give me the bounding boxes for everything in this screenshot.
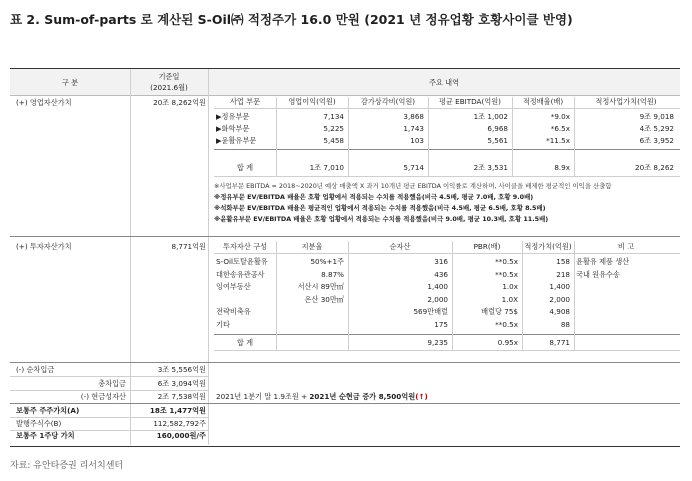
inv-col-divider: [522, 241, 523, 350]
inv-subheader: 순자산: [389, 242, 411, 251]
inv-row-cell: 88: [560, 320, 570, 329]
inv-row-note: 윤활유 제품 생산: [576, 257, 630, 266]
op-row-cell: 103: [410, 136, 424, 145]
inv-row-cell: **0.5x: [495, 320, 518, 329]
inv-row-cell: 8.87%: [321, 269, 344, 279]
debt-note-bold: 2021년 순현금 증가 8,500억원: [309, 392, 416, 401]
inv-row-cell: 1,400: [427, 282, 448, 292]
inv-row-cell: 50%+1주: [310, 257, 344, 266]
col-divider-2: [208, 69, 209, 445]
operating-note-2: ※정유부문 EV/EBITDA 배율은 호황 업황에서 적용되는 수치를 적용했음(비극 4.5배, 평균 7.0배, 호황 9.0배): [214, 193, 534, 201]
op-total-line-bottom: [214, 176, 680, 177]
section-divider-debt: [10, 362, 680, 363]
inv-row-cell: 2,000: [549, 294, 570, 304]
debt-row-line-1: [10, 376, 208, 377]
cash-value: 2조 7,538억원: [157, 392, 206, 401]
op-subheader: 감가상각비(억원): [360, 97, 416, 106]
debt-note-plain: 2021년 1분기 말 1.9조원 +: [216, 392, 310, 401]
inv-row-name: S-Oil토탈윤활유: [216, 257, 268, 266]
inv-row-note: 국내 원유수송: [576, 269, 620, 279]
op-subheader: 평균 EBITDA(억원): [439, 97, 501, 106]
op-row-name: ▶화학부문: [216, 124, 250, 133]
op-row-cell: *11.5x: [546, 136, 570, 145]
op-total-line-top: [214, 149, 680, 150]
op-col-divider: [276, 97, 277, 176]
op-total-name: 합 계: [236, 163, 254, 172]
inv-col-divider: [452, 241, 453, 350]
gross-debt-label: 총차입금: [98, 379, 126, 388]
op-total-cell: 1조 7,010: [309, 163, 344, 172]
section-divider-summary: [10, 403, 680, 404]
header-date-line2: (2021.6월): [150, 83, 188, 92]
op-total-cell: 20조 8,262: [635, 163, 674, 172]
net-debt-label: (-) 순차입금: [16, 365, 55, 374]
inv-subheader: 비 고: [617, 242, 635, 251]
op-row-cell: *9.0x: [550, 112, 570, 121]
inv-subheader-line: [214, 253, 680, 254]
op-subheader: 영업이익(억원): [288, 97, 336, 106]
inv-row-cell: 2,000: [427, 294, 448, 304]
op-row-cell: 5,561: [487, 136, 508, 145]
table-title: 표 2. Sum-of-parts 로 계산된 S-Oil㈜ 적정주가 16.0 만원 (2021 년 정유업황 호황사이클 반영): [10, 12, 573, 27]
investment-label: (+) 투자자산가치: [16, 242, 72, 251]
debt-note: [216, 392, 428, 401]
net-debt-value: 3조 5,556억원: [157, 365, 206, 374]
inv-row-cell: 316: [434, 257, 448, 266]
inv-subheader: PBR(배): [473, 242, 501, 251]
inv-row-name: 대한송유관공사: [216, 269, 265, 279]
inv-row-cell: 436: [434, 269, 448, 279]
inv-subheader: 투자자산 구성: [223, 242, 267, 251]
op-row-cell: 5,225: [323, 124, 344, 133]
op-row-cell: 4조 5,292: [639, 124, 674, 133]
op-total-cell: 8.9x: [554, 163, 570, 172]
summary-label: 보통주 주주가치(A): [16, 406, 80, 415]
section-divider-investment: [10, 236, 680, 237]
inv-col-divider: [276, 241, 277, 350]
gross-debt-value: 6조 3,094억원: [157, 379, 206, 388]
op-row-name: ▶윤활유부문: [216, 136, 257, 145]
op-subheader: 적정배율(배): [522, 97, 564, 106]
summary-label: 보통주 1주당 가치: [16, 431, 75, 440]
inv-row-cell: 218: [556, 269, 570, 279]
debt-row-line-2: [10, 390, 208, 391]
op-row-cell: 5,458: [323, 136, 344, 145]
operating-label: (+) 영업자산가치: [16, 98, 72, 107]
inv-row-name: 잉여부동산: [216, 282, 251, 292]
op-row-cell: 1조 1,002: [473, 112, 508, 121]
inv-total-net: 9,235: [427, 338, 448, 347]
inv-row-cell: 온산 30만㎡: [304, 294, 344, 304]
operating-note-4: ※윤활유부문 EV/EBITDA 배율은 호황 업황에서 적용되는 수치를 적용했음(비극 9.0배, 평균 10.3배, 호황 11.5배): [214, 215, 549, 223]
op-col-divider: [512, 97, 513, 176]
col-divider-1: [130, 69, 131, 445]
inv-row-cell: 1,400: [549, 282, 570, 292]
inv-total-line-top: [214, 334, 680, 335]
inv-subheader: 적정가치(억원): [524, 242, 572, 251]
inv-col-divider: [348, 241, 349, 350]
inv-total-val: 8,771: [549, 338, 570, 347]
op-col-divider: [428, 97, 429, 176]
op-subheader: 적정사업가치(억원): [595, 97, 657, 106]
operating-value: 20조 8,262억원: [153, 98, 206, 107]
debt-note-up: (↑): [415, 392, 428, 401]
op-subheader: 사업 부문: [229, 97, 261, 106]
header-main-details: 주요 내역: [428, 78, 460, 87]
op-subheader-line: [214, 108, 680, 109]
op-row-cell: 6,968: [487, 124, 508, 133]
inv-row-cell: 1.0X: [501, 294, 518, 304]
cash-label: (-) 현금성자산: [80, 392, 126, 401]
op-row-cell: 9조 9,018: [639, 112, 674, 121]
header-date-line1: 기준일: [158, 72, 180, 81]
inv-total-name: 합 계: [236, 338, 254, 347]
summary-label: 발행주식수(B): [16, 418, 62, 428]
inv-row-cell: **0.5x: [495, 257, 518, 266]
inv-row-cell: **0.5x: [495, 269, 518, 279]
inv-total-pbr: 0.95x: [497, 338, 518, 347]
inv-total-line-bottom: [214, 350, 680, 351]
inv-row-cell: 158: [556, 257, 570, 266]
inv-row-cell: 배럴당 75$: [481, 307, 518, 317]
inv-col-divider: [574, 241, 575, 350]
op-row-cell: 3,868: [403, 112, 424, 121]
op-total-cell: 2조 3,531: [473, 163, 508, 172]
inv-row-cell: 4,908: [549, 307, 570, 317]
inv-row-cell: 서산시 89만㎡: [297, 282, 344, 292]
operating-note-1: ※사업부문 EBITDA = 2018~2020년 예상 매출액 X 과거 10개년 평균 EBITDA 이익률로 계산하며, 사이클을 배제한 평균적인 이익을 산출함: [214, 182, 612, 190]
inv-subheader: 지분율: [301, 242, 323, 251]
inv-row-cell: 569만배럴: [413, 307, 448, 317]
operating-note-3: ※석화부문 EV/EBITDA 배율은 평균적인 업황에서 적용되는 수치를 적용했음(비극 4.5배, 평균 6.5배, 호황 8.5배): [214, 204, 546, 212]
source-note: 자료: 유안타증권 리서치센터: [10, 461, 124, 471]
summary-value: 18조 1,477억원: [149, 406, 206, 415]
op-total-cell: 5,714: [403, 163, 424, 172]
investment-value: 8,771억원: [171, 242, 206, 251]
header-category: 구 분: [61, 78, 79, 87]
op-col-divider: [348, 97, 349, 176]
summary-value: 160,000원/주: [156, 431, 206, 440]
op-row-cell: *6.5x: [550, 124, 570, 133]
inv-row-name: 기타: [216, 320, 230, 329]
op-col-divider: [574, 97, 575, 176]
op-row-name: ▶정유부문: [216, 112, 250, 121]
inv-row-name: 전략비축유: [216, 307, 251, 317]
op-row-cell: 6조 3,952: [639, 136, 674, 145]
op-row-cell: 1,743: [403, 124, 424, 133]
summary-value: 112,582,792주: [153, 418, 206, 428]
inv-row-cell: 175: [434, 320, 448, 329]
op-row-cell: 7,134: [323, 112, 344, 121]
inv-row-cell: 1.0x: [502, 282, 518, 292]
